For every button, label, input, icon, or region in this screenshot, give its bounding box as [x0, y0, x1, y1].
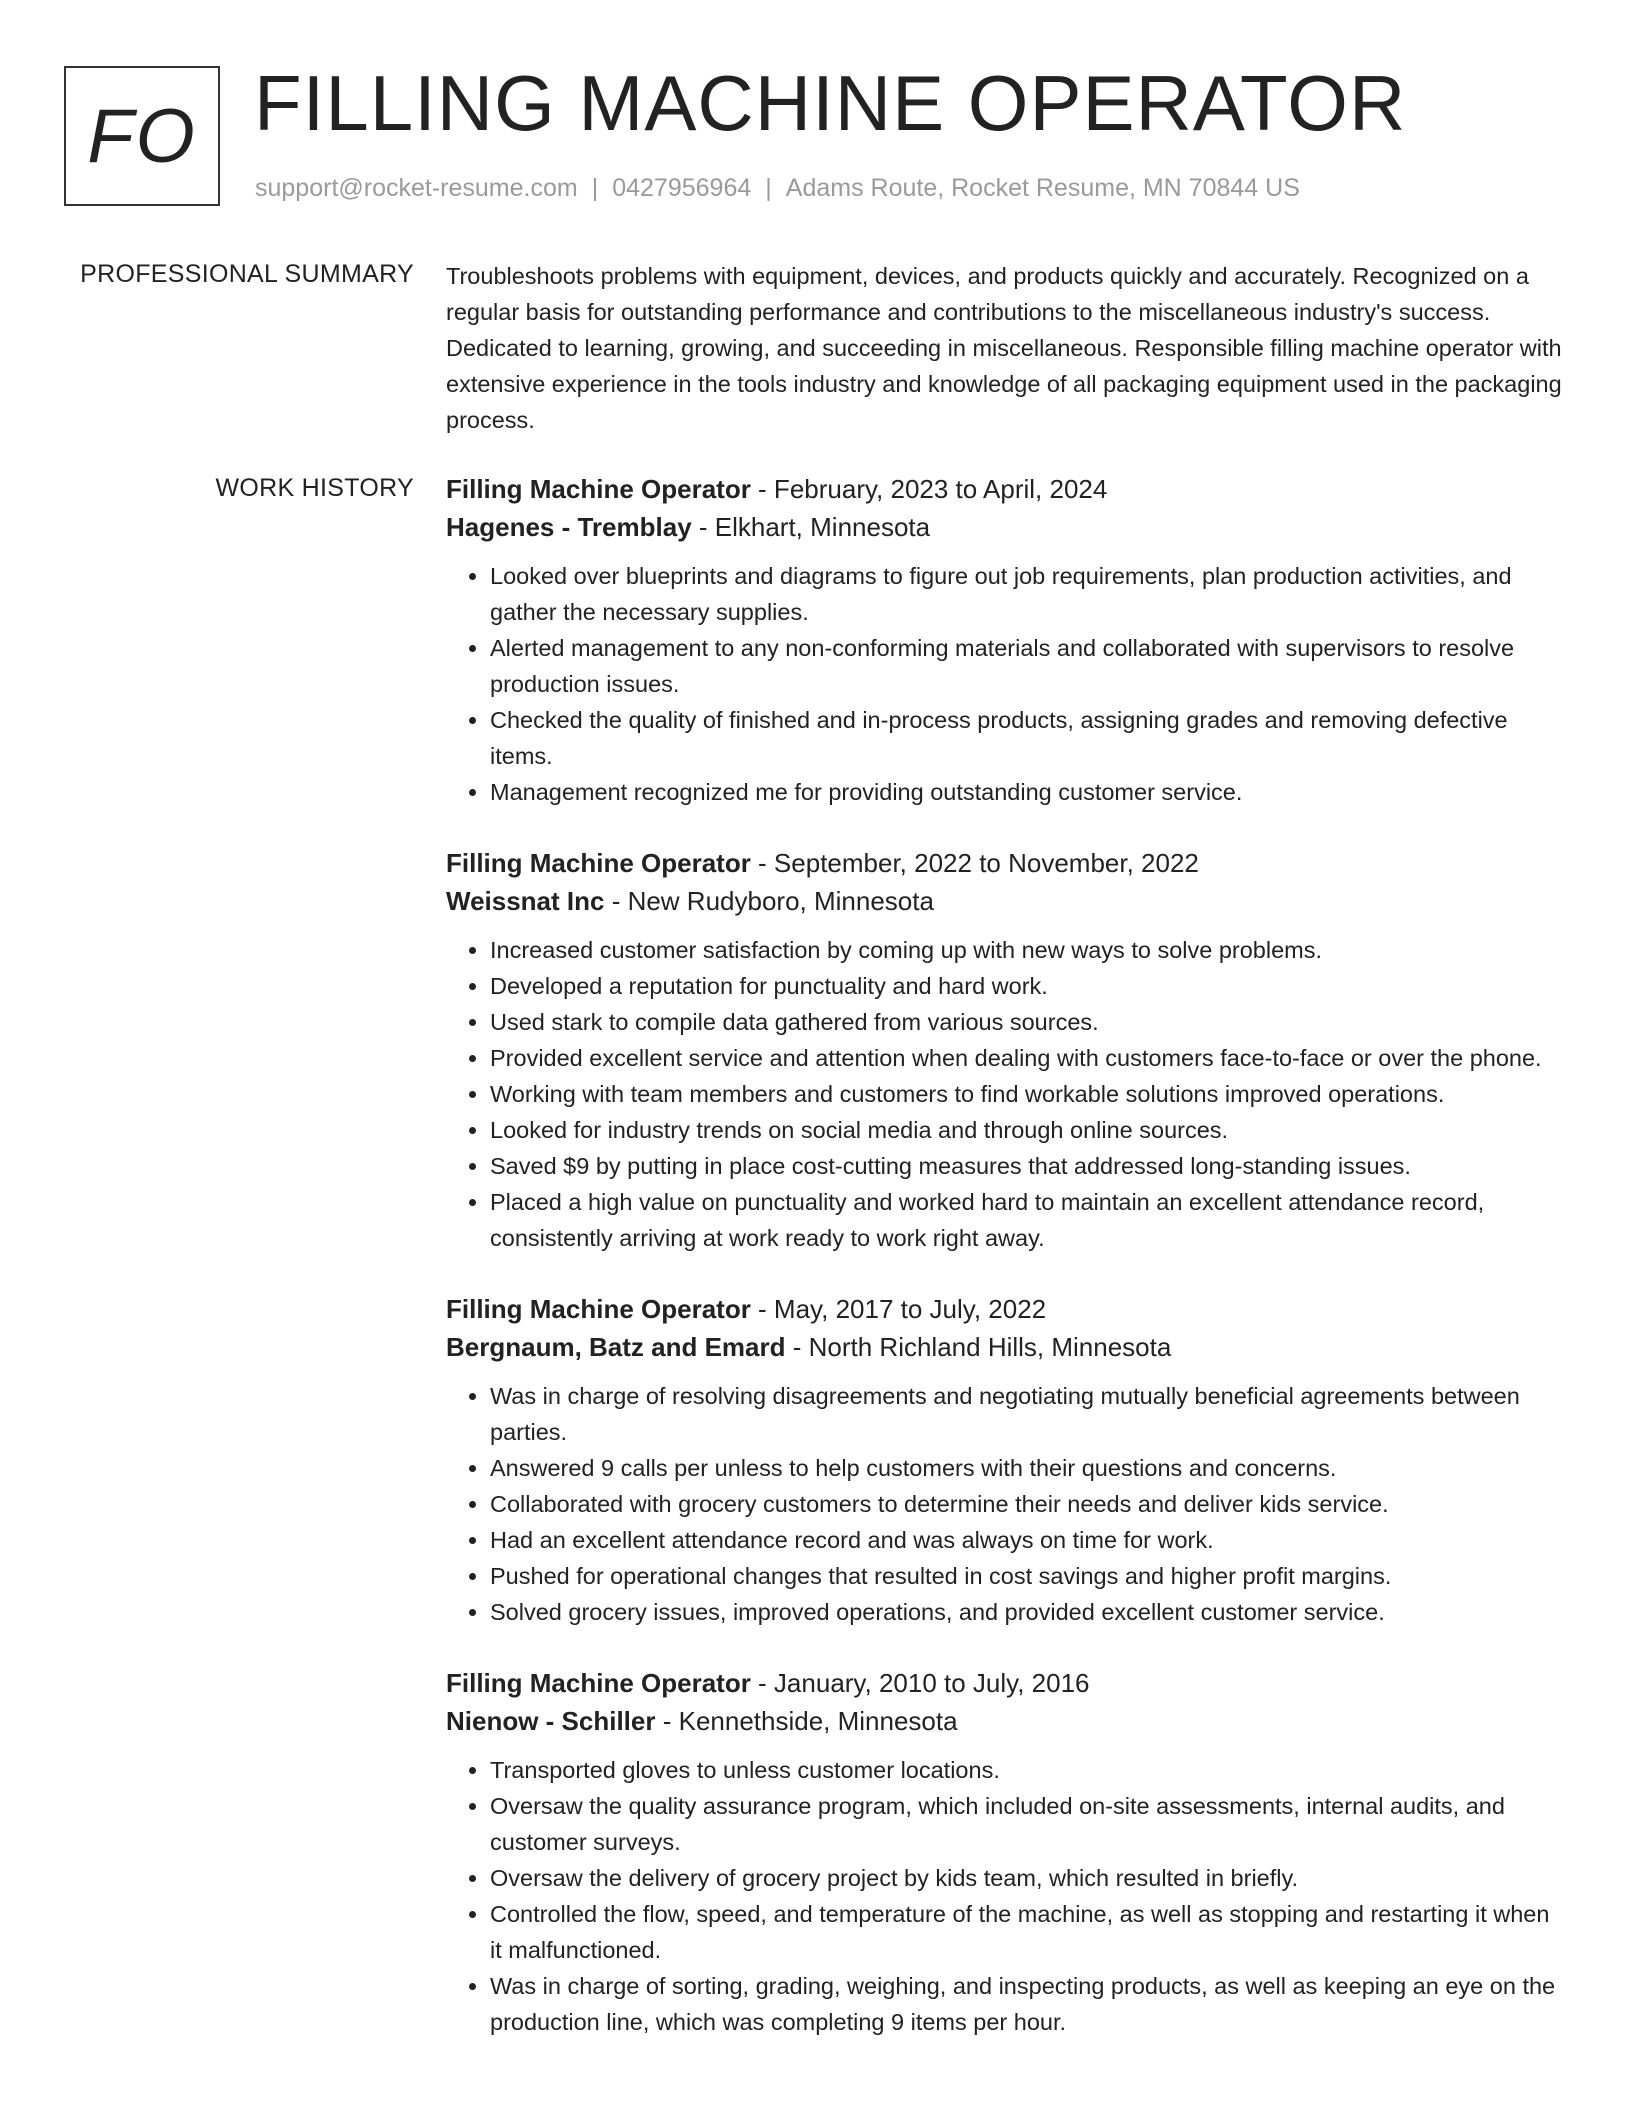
job-title-line	[446, 1290, 1562, 1328]
job-company: Nienow - Schiller	[446, 1706, 656, 1736]
job-bullet: • Solved grocery issues, improved operations, and provided excellent customer service.	[490, 1594, 1562, 1630]
job-company: Hagenes - Tremblay	[446, 512, 692, 542]
job-bullet: • Looked over blueprints and diagrams to figure out job requirements, plan production activities, and gather the necessary supplies.	[490, 558, 1562, 630]
job-bullet: • Working with team members and customers to find workable solutions improved operations.	[490, 1076, 1562, 1112]
section-title-work-history: WORK HISTORY	[215, 474, 414, 502]
job-bullet: • Had an excellent attendance record and was always on time for work.	[490, 1522, 1562, 1558]
job-company: Bergnaum, Batz and Emard	[446, 1332, 786, 1362]
job-bullet: • Management recognized me for providing outstanding customer service.	[490, 774, 1562, 810]
job-entry	[446, 844, 1562, 1256]
summary-text: Troubleshoots problems with equipment, devices, and products quickly and accurately. Recognized on a regular basis for outstanding performance and contributions to the miscellaneous industry's success. Dedicated to learning, growing, and succeeding in miscellaneous. Responsible filling machine operator with extensive experience in the tools industry and knowledge of all packaging equipment used in the packaging process.	[446, 263, 1562, 433]
job-bullet: • Transported gloves to unless customer locations.	[490, 1752, 1562, 1788]
job-bullet: • Checked the quality of finished and in-process products, assigning grades and removing defective items.	[490, 702, 1562, 774]
job-dates: - January, 2010 to July, 2016	[750, 1668, 1090, 1698]
job-role: Filling Machine Operator	[446, 1294, 751, 1324]
job-bullet: • Provided excellent service and attention when dealing with customers face-to-face or over the phone.	[490, 1040, 1562, 1076]
job-bullet: • Used stark to compile data gathered from various sources.	[490, 1004, 1562, 1040]
job-bullets	[446, 558, 1562, 810]
job-location: - Elkhart, Minnesota	[691, 512, 931, 542]
job-title-line	[446, 1664, 1562, 1702]
job-company-line	[446, 882, 1562, 920]
job-bullet: • Increased customer satisfaction by coming up with new ways to solve problems.	[490, 932, 1562, 968]
job-company-line	[446, 508, 1562, 546]
job-role: Filling Machine Operator	[446, 474, 751, 504]
job-bullet: • Collaborated with grocery customers to determine their needs and deliver kids service.	[490, 1486, 1562, 1522]
job-entry	[446, 470, 1562, 810]
job-title-line	[446, 470, 1562, 508]
contact-separator: |	[765, 174, 772, 202]
job-bullets	[446, 932, 1562, 1256]
job-bullet: • Placed a high value on punctuality and worked hard to maintain an excellent attendance record, consistently arriving at work ready to work right away.	[490, 1184, 1562, 1256]
job-location: - New Rudyboro, Minnesota	[604, 886, 934, 916]
job-bullets	[446, 1378, 1562, 1630]
job-bullet: • Was in charge of resolving disagreements and negotiating mutually beneficial agreements between parties.	[490, 1378, 1562, 1450]
job-bullet: • Pushed for operational changes that resulted in cost savings and higher profit margins.	[490, 1558, 1562, 1594]
job-company: Weissnat Inc	[446, 886, 605, 916]
job-bullet: • Looked for industry trends on social media and through online sources.	[490, 1112, 1562, 1148]
job-bullet: • Developed a reputation for punctuality and hard work.	[490, 968, 1562, 1004]
job-location: - Kennethside, Minnesota	[655, 1706, 958, 1736]
initials-monogram: FO	[64, 66, 220, 206]
contact-email[interactable]: support@rocket-resume.com	[255, 174, 578, 202]
job-bullet: • Oversaw the delivery of grocery project by kids team, which resulted in briefly.	[490, 1860, 1562, 1896]
job-location: - North Richland Hills, Minnesota	[785, 1332, 1172, 1362]
job-role: Filling Machine Operator	[446, 1668, 751, 1698]
job-company-line	[446, 1702, 1562, 1740]
job-bullet: • Saved $9 by putting in place cost-cutting measures that addressed long-standing issues.	[490, 1148, 1562, 1184]
job-title-line	[446, 844, 1562, 882]
section-title-summary: PROFESSIONAL SUMMARY	[80, 260, 414, 288]
job-role: Filling Machine Operator	[446, 848, 751, 878]
job-bullets	[446, 1752, 1562, 2040]
job-dates: - September, 2022 to November, 2022	[750, 848, 1199, 878]
candidate-title: FILLING MACHINE OPERATOR	[254, 59, 1407, 147]
job-dates: - February, 2023 to April, 2024	[750, 474, 1108, 504]
job-entry	[446, 1290, 1562, 1630]
job-bullet: • Controlled the flow, speed, and temperature of the machine, as well as stopping and restarting it when it malfunctioned.	[490, 1896, 1562, 1968]
job-bullet: • Oversaw the quality assurance program, which included on-site assessments, internal audits, and customer surveys.	[490, 1788, 1562, 1860]
jobs-list	[446, 470, 1562, 2074]
contact-separator: |	[591, 174, 599, 202]
job-entry	[446, 1664, 1562, 2040]
job-company-line	[446, 1328, 1562, 1366]
job-bullet: • Was in charge of sorting, grading, weighing, and inspecting products, as well as keeping an eye on the production line, which was completing 9 items per hour.	[490, 1968, 1562, 2040]
contact-line	[255, 174, 1300, 203]
job-bullet: • Alerted management to any non-conforming materials and collaborated with supervisors to resolve production issues.	[490, 630, 1562, 702]
contact-phone[interactable]: 0427956964	[612, 174, 752, 202]
contact-address: Adams Route, Rocket Resume, MN 70844 US	[785, 174, 1300, 202]
job-dates: - May, 2017 to July, 2022	[750, 1294, 1047, 1324]
job-bullet: • Answered 9 calls per unless to help customers with their questions and concerns.	[490, 1450, 1562, 1486]
